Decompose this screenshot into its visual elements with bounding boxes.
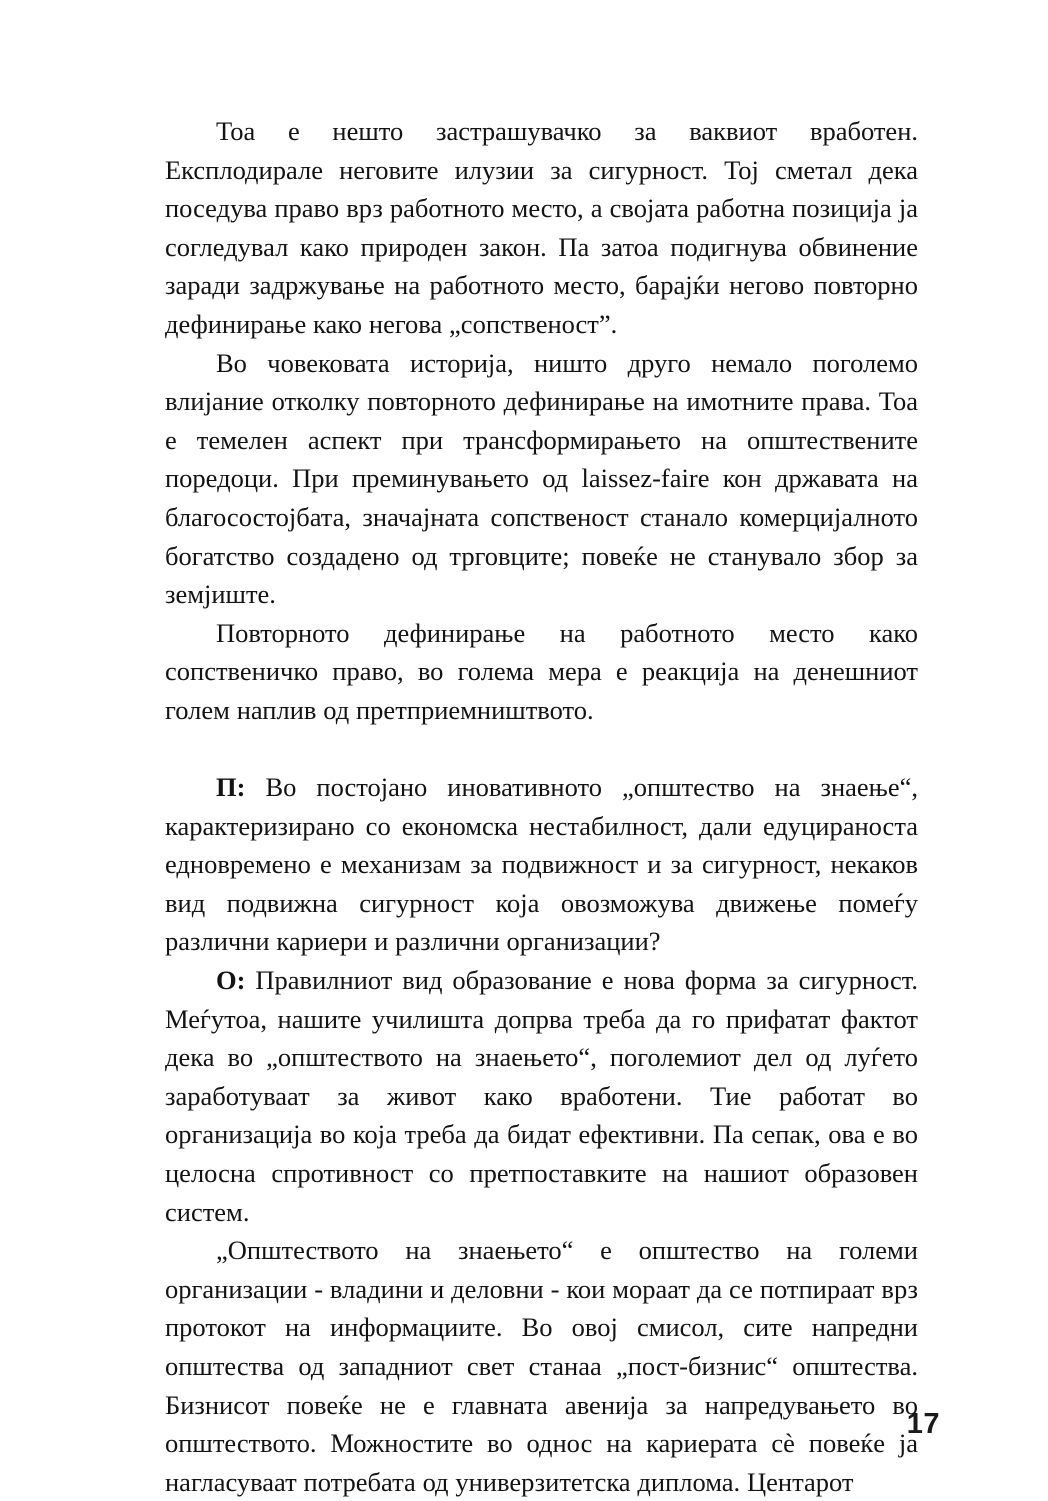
answer-paragraph xyxy=(165,961,918,1231)
paragraph-text: Повторното дефинирање на работното место како сопственичко право, во голема мера е реакција на денешниот голем наплив од претприемништвото. xyxy=(165,617,918,725)
paragraph-text: Правилниот вид образование е нова форма за сигурност. Меѓутоа, нашите училишта допрва треба да го прифатат фактот дека во „општеството на знаењето“, поголемиот дел од луѓето заработуваат за живот како вработени. Тие работат во организација во која треба да бидат ефективни. Па сепак, ова е во целосна спротивност со претпоставките на нашиот образовен систем. xyxy=(165,965,918,1227)
body-text-column xyxy=(165,112,918,1501)
body-paragraph xyxy=(165,614,918,730)
paragraph-text: Тоа е нешто застрашувачко за ваквиот вработен. Експлодирале неговите илузии за сигурност. Тој сметал дека поседува право врз работното место, а својата работна позиција ја согледувал како природен закон. Па затоа подигнува обвинение заради задржување на работното место, барајќи негово повторно дефинирање како негова „сопственост”. xyxy=(165,116,918,339)
page-number: 17 xyxy=(906,1408,940,1440)
body-paragraph xyxy=(165,1231,918,1501)
paragraph-text: „Општеството на знаењето“ е општество на големи организации - владини и деловни - кои мораат да се потпираат врз протокот на информациите. Во овој смисол, сите напредни општества од западниот свет станаа „пост-бизнис“ општества. Бизнисот повеќе не е главната авенија за напредувањето во општеството. Можностите во однос на кариерата сè повеќе ја нагласуваат потребата од универзитетска диплома. Центарот xyxy=(165,1235,918,1497)
body-paragraph xyxy=(165,112,918,344)
body-paragraph xyxy=(165,344,918,614)
question-lead-marker: П: xyxy=(216,772,246,803)
paragraph-text: Во човековата историја, ништо друго немало поголемо влијание отколку повторното дефинирање на имотните права. Тоа е темелен аспект при трансформирањето на општествените поредоци. При преминувањето од laissez-faire кон државата на благосостојбата, значајната сопственост станало комерцијалното богатство создадено од трговците; повеќе не станувало збор за земјиште. xyxy=(165,347,918,610)
answer-lead-marker: О: xyxy=(216,965,246,996)
paragraph-text: Во постојано иновативното „општество на знаење“, карактеризирано со економска нестабилност, дали едуцираноста едновремено е механизам за подвижност и за сигурност, некаков вид подвижна сигурност која овозможува движење помеѓу различни кариери и различни организации? xyxy=(165,772,918,957)
question-paragraph xyxy=(165,768,918,961)
